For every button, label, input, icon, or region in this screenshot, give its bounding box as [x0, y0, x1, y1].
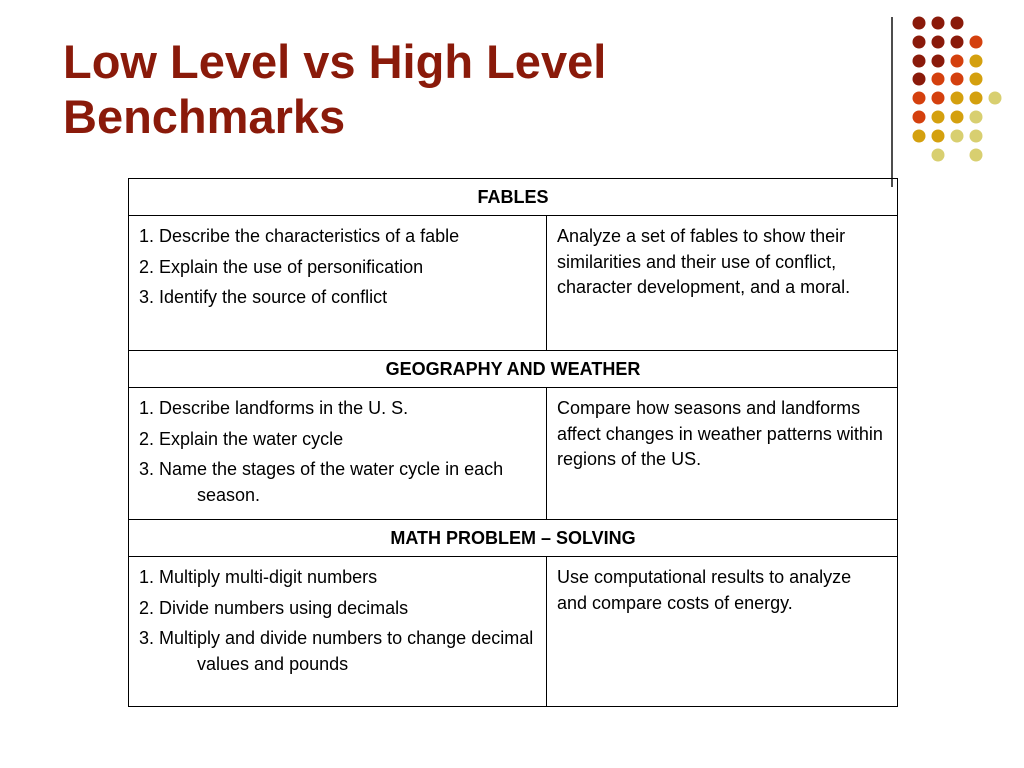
section-content-row — [129, 216, 898, 351]
decor-dot — [970, 36, 983, 49]
low-level-list — [139, 396, 536, 508]
decor-dot — [932, 36, 945, 49]
decor-dot — [913, 17, 926, 30]
decor-dot — [970, 111, 983, 124]
high-level-cell: Compare how seasons and landforms affect changes in weather patterns within regions of the US. — [547, 388, 898, 520]
decor-dot — [970, 73, 983, 86]
decor-dot — [932, 55, 945, 68]
decor-dot — [932, 111, 945, 124]
decor-dot — [913, 73, 926, 86]
slide-title-line-1: Low Level vs High Level — [63, 35, 607, 88]
decor-dot — [970, 92, 983, 105]
low-level-list — [139, 224, 536, 311]
list-item: 2. Divide numbers using decimals — [139, 597, 409, 618]
high-level-cell: Use computational results to analyze and compare costs of energy. — [547, 557, 898, 707]
decorative-dot-grid — [0, 0, 1024, 200]
decor-dot — [913, 92, 926, 105]
decor-dot — [989, 92, 1002, 105]
decor-dot — [913, 55, 926, 68]
list-item: 1. Multiply multi-digit numbers — [139, 567, 378, 587]
decor-dot — [951, 55, 964, 68]
decor-dot — [951, 92, 964, 105]
low-level-cell — [129, 216, 547, 351]
benchmarks-table — [128, 178, 898, 707]
decor-dot — [951, 17, 964, 30]
list-item: 2. Explain the water cycle — [139, 428, 344, 449]
section-content-row — [129, 557, 898, 707]
decor-dot — [951, 73, 964, 86]
decor-dot — [970, 130, 983, 143]
section-header-row — [129, 179, 898, 216]
low-level-cell — [129, 557, 547, 707]
list-item: 3. Multiply and divide numbers to change decimal values and pounds — [139, 628, 534, 674]
decor-dot — [932, 92, 945, 105]
list-item: 2. Explain the use of personification — [139, 256, 424, 277]
decor-dot — [932, 130, 945, 143]
high-level-cell: Analyze a set of fables to show their similarities and their use of conflict, character development, and a moral. — [547, 216, 898, 351]
decor-dot — [951, 36, 964, 49]
list-item: 3. Identify the source of conflict — [139, 287, 388, 307]
list-item: 1. Describe landforms in the U. S. — [139, 398, 409, 418]
decor-dot — [913, 111, 926, 124]
decor-dot — [932, 73, 945, 86]
list-item: 3. Name the stages of the water cycle in each season. — [139, 459, 504, 505]
decor-dot — [932, 149, 945, 162]
slide-title-line-2: Benchmarks — [63, 90, 346, 143]
decor-dot — [932, 17, 945, 30]
section-header-row — [129, 351, 898, 388]
low-level-cell — [129, 388, 547, 520]
section-heading: FABLES — [129, 179, 898, 216]
section-header-row — [129, 520, 898, 557]
decor-dot — [970, 149, 983, 162]
list-item: 1. Describe the characteristics of a fable — [139, 226, 460, 246]
section-content-row — [129, 388, 898, 520]
decor-dot — [913, 36, 926, 49]
decor-dot — [951, 130, 964, 143]
decor-dot — [951, 111, 964, 124]
section-heading: MATH PROBLEM – SOLVING — [129, 520, 898, 557]
decor-dot — [970, 55, 983, 68]
section-heading: GEOGRAPHY AND WEATHER — [129, 351, 898, 388]
decor-dot — [913, 130, 926, 143]
low-level-list — [139, 565, 536, 677]
